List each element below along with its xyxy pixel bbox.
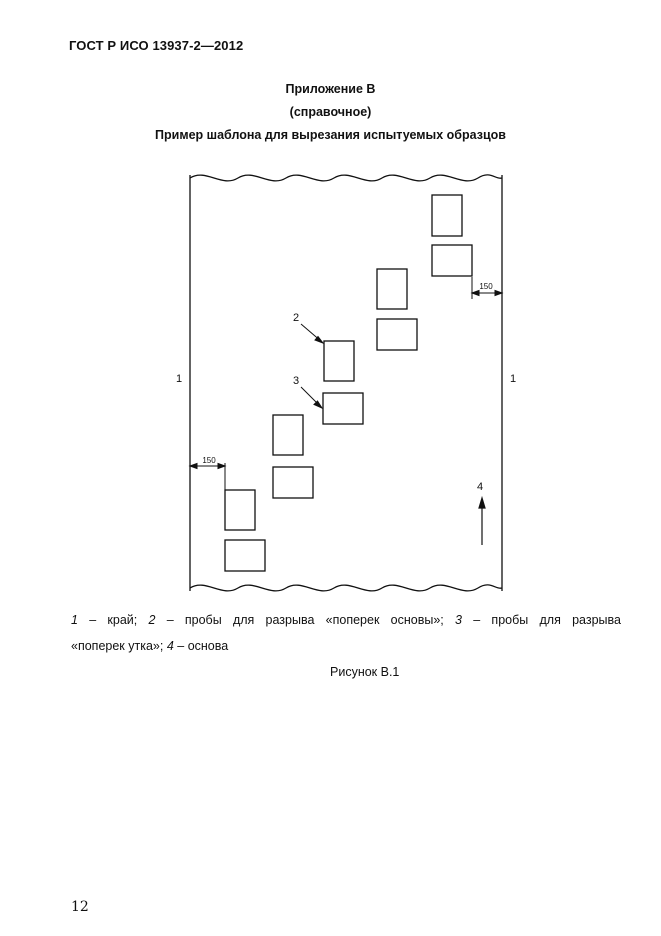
label-weft-samples: 3 (292, 375, 300, 387)
label-edge-left: 1 (175, 373, 183, 385)
legend-key: 1 (71, 613, 78, 627)
appendix-heading: Пример шаблона для вырезания испытуемых образцов (155, 128, 506, 142)
standard-header: ГОСТ Р ИСО 13937-2—2012 (69, 38, 244, 53)
warp-sample (377, 269, 407, 309)
dimension-left (190, 463, 225, 490)
dimension-label-left: 150 (202, 456, 216, 465)
weft-sample (432, 245, 472, 276)
legend-text: – край; (89, 613, 138, 627)
weft-sample (377, 319, 417, 350)
legend-text: «поперек утка»; (71, 639, 164, 653)
warp-sample (324, 341, 354, 381)
figure-legend-line-2 (71, 639, 228, 653)
weft-sample (273, 467, 313, 498)
legend-text: – пробы для разрыва «поперек основы»; (166, 613, 444, 627)
figure-legend-line-1 (71, 607, 621, 633)
page-number: 12 (71, 899, 89, 915)
dimension-label-right: 150 (479, 282, 493, 291)
warp-sample (432, 195, 462, 236)
label-warp-direction: 4 (476, 481, 484, 493)
leader-weft-samples (301, 387, 322, 408)
weft-sample (225, 540, 265, 571)
label-edge-right: 1 (509, 373, 517, 385)
warp-direction-arrow (479, 498, 485, 545)
legend-text: – пробы для разрыва (473, 613, 621, 627)
legend-key: 2 (148, 613, 156, 627)
cut-line-bottom (190, 585, 502, 591)
figure-caption: Рисунок В.1 (330, 665, 400, 679)
label-warp-samples: 2 (292, 312, 300, 324)
appendix-title: Приложение В (285, 82, 376, 96)
legend-key: 3 (455, 613, 462, 627)
warp-sample (273, 415, 303, 455)
legend-key: 4 (166, 639, 174, 653)
appendix-subtitle: (справочное) (289, 105, 372, 119)
cut-line-top (190, 175, 502, 181)
legend-text: – основа (177, 639, 229, 653)
weft-sample (323, 393, 363, 424)
warp-sample (225, 490, 255, 530)
leader-warp-samples (301, 324, 323, 343)
